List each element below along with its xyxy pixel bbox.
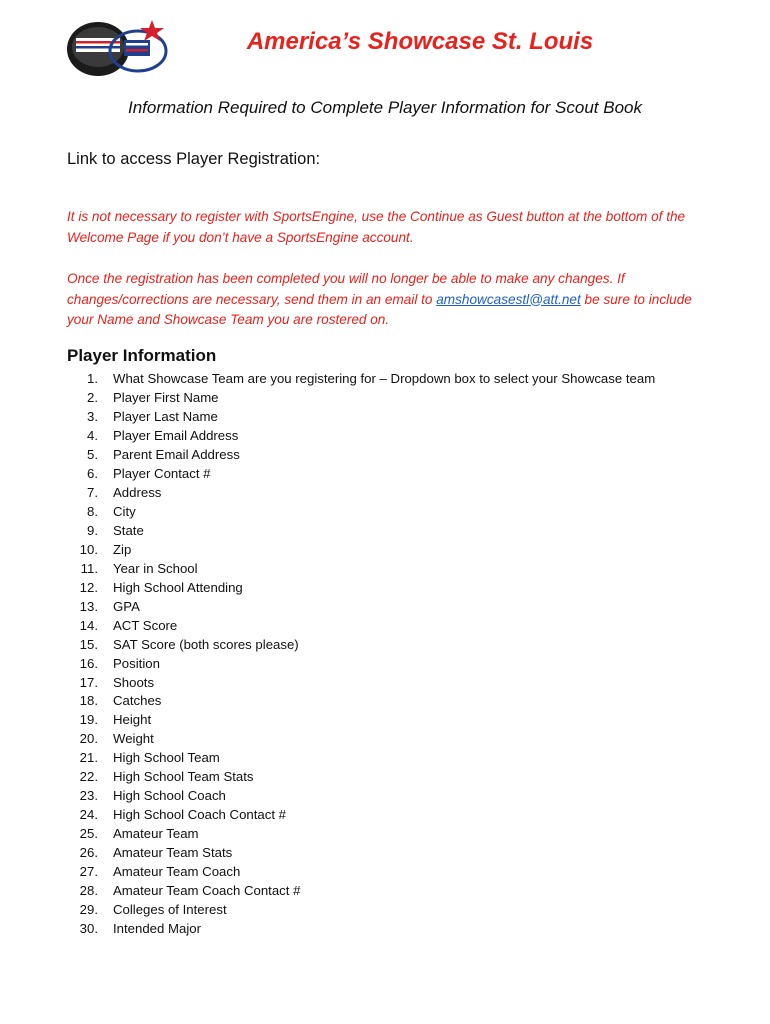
item-text: High School Team [113,750,220,766]
item-text: Amateur Team Coach Contact # [113,883,301,899]
item-number: 30. [79,921,98,937]
item-number: 10. [79,541,98,557]
item-text: State [113,522,144,538]
item-number: 22. [79,769,98,785]
item-number: 23. [79,788,98,804]
item-number: 3. [87,408,98,424]
item-number: 20. [79,731,98,747]
list-item [67,522,144,541]
item-number: 26. [79,845,98,861]
item-text: Position [113,655,160,671]
corrections-note-text: Once the registration has been completed you will no longer be able to make any changes. If changes/corrections are necessary, send them in an email to [67,271,625,307]
item-number: 8. [87,503,98,519]
item-text: What Showcase Team are you registering for – Dropdown box to select your Showcase team [113,371,656,386]
list-item [67,692,162,711]
list-item [67,882,301,901]
item-text: Player First Name [113,389,219,405]
list-item [67,920,201,939]
item-number: 13. [79,598,98,614]
item-text: Parent Email Address [113,446,240,462]
item-text: ACT Score [113,617,178,633]
list-item [67,768,254,787]
item-text: High School Coach [113,788,226,804]
item-number: 7. [87,484,98,500]
item-number: 2. [87,389,98,405]
list-item [67,446,240,465]
item-number: 29. [79,902,98,918]
list-item [67,636,299,655]
item-number: 9. [87,522,98,538]
item-text: Amateur Team Coach [113,864,241,880]
list-item [67,711,152,730]
item-number: 24. [79,807,98,823]
list-item [67,901,227,920]
item-text: High School Attending [113,579,243,595]
item-text: High School Team Stats [113,769,254,785]
page-title: America’s Showcase St. Louis [246,28,594,55]
item-number: 14. [79,617,98,633]
list-item [67,389,219,408]
list-item [67,655,160,674]
item-number: 21. [79,750,98,766]
item-number: 19. [79,712,98,728]
list-item [67,503,136,522]
item-text: GPA [113,598,140,614]
item-number: 15. [79,636,98,652]
item-number: 1. [87,371,98,386]
list-item [67,465,211,484]
item-number: 17. [79,674,98,690]
corrections-note [67,269,717,331]
email-link[interactable]: amshowcasestl@att.net [436,291,581,307]
list-item [67,484,162,503]
item-number: 11. [80,560,98,576]
list-item [67,408,218,427]
list-item [67,617,178,636]
item-number: 25. [79,826,98,842]
item-text: Year in School [113,560,198,576]
registration-link-label: Link to access Player Registration: [67,150,321,168]
page-subtitle: Information Required to Complete Player Information for Scout Book [127,98,643,117]
list-item [67,674,155,693]
list-item [67,541,132,560]
corrections-note-text-end: be sure to include your Name and Showcase Team you are rostered on. [67,291,692,327]
item-number: 28. [79,883,98,899]
item-text: Catches [113,693,162,709]
list-item [67,825,199,844]
list-item [67,579,243,598]
item-text: Height [113,712,152,728]
item-number: 6. [87,465,98,481]
list-item [67,730,154,749]
item-text: Shoots [113,674,155,690]
list-item [67,598,140,617]
item-text: Amateur Team Stats [113,845,233,861]
item-number: 16. [79,655,98,671]
item-text: Address [113,484,162,500]
item-text: Amateur Team [113,826,199,842]
item-number: 27. [79,864,98,880]
list-item [67,844,233,863]
item-number: 18. [79,693,98,709]
item-text: Player Email Address [113,427,239,443]
item-text: Player Last Name [113,408,218,424]
list-item [67,560,198,579]
item-text: Weight [113,731,154,747]
list-item [67,370,656,389]
list-item [67,427,239,446]
item-number: 5. [87,446,98,462]
item-text: SAT Score (both scores please) [113,636,299,652]
list-item [67,806,287,825]
item-text: Player Contact # [113,465,211,481]
list-item [67,787,226,806]
item-number: 4. [87,427,98,443]
guest-registration-note: It is not necessary to register with SportsEngine, use the Continue as Guest button at the bottom of the Welcome Page if you don’t have a SportsEngine account. [67,209,686,245]
section-heading: Player Information [67,346,217,365]
item-text: High School Coach Contact # [113,807,287,823]
item-text: Zip [113,541,132,557]
item-text: Intended Major [113,921,201,937]
list-item [67,749,220,768]
player-info-list [67,370,656,939]
item-text: Colleges of Interest [113,902,227,918]
item-number: 12. [79,579,98,595]
list-item [67,863,241,882]
item-text: City [113,503,136,519]
